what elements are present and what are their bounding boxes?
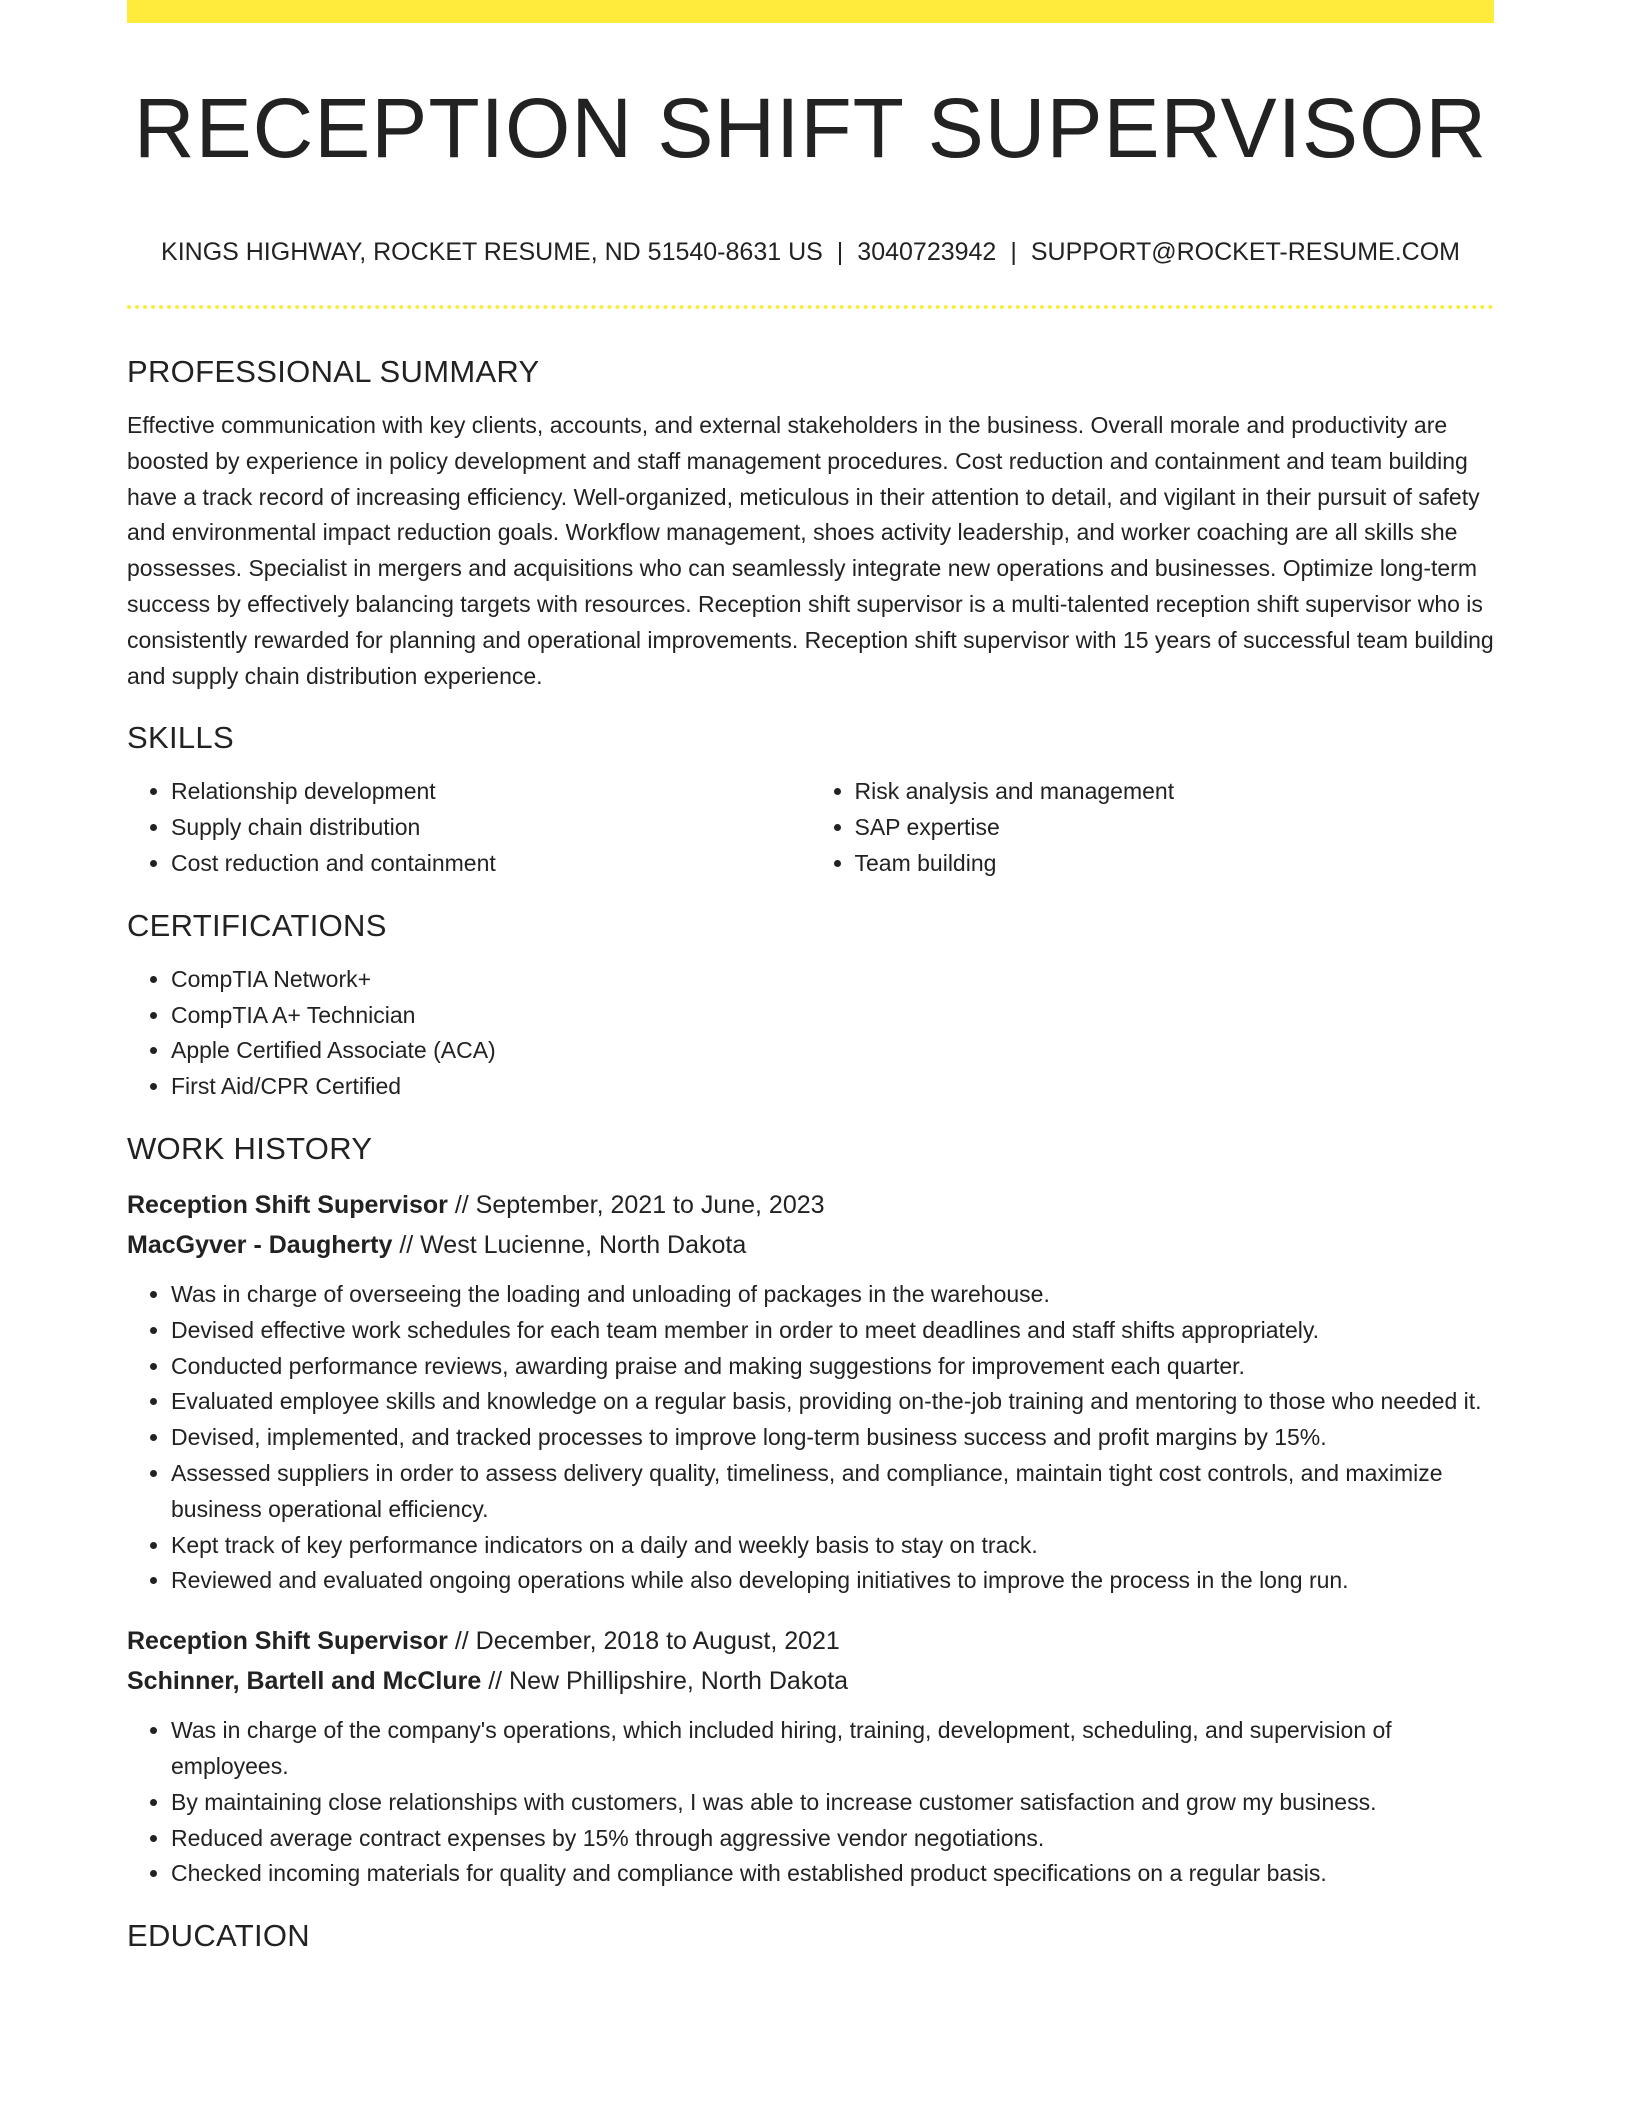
job-company-line: [127, 1225, 1494, 1265]
job-dates: // September, 2021 to June, 2023: [447, 1190, 825, 1219]
certification-item: • Apple Certified Associate (ACA): [171, 1033, 1494, 1069]
resume-content: [127, 350, 1494, 1958]
job-bullet: • Kept track of key performance indicators on a daily and weekly basis to stay on track.: [171, 1528, 1494, 1564]
job-bullet: • Checked incoming materials for quality and compliance with established product specifications on a regular basis.: [171, 1856, 1494, 1892]
education-section: [127, 1914, 1494, 1958]
job-location: // West Lucienne, North Dakota: [392, 1230, 747, 1259]
job-company: MacGyver - Daugherty: [127, 1230, 393, 1259]
skill-item: • Risk analysis and management: [855, 774, 1495, 810]
job-title-line: [127, 1185, 1494, 1225]
skill-item: • Relationship development: [171, 774, 811, 810]
job-bullet: • Was in charge of overseeing the loading and unloading of packages in the warehouse.: [171, 1277, 1494, 1313]
certifications-list: [127, 962, 1494, 1105]
job-bullet: • Conducted performance reviews, awarding praise and making suggestions for improvement each quarter.: [171, 1349, 1494, 1385]
job-bullet: • Devised, implemented, and tracked processes to improve long-term business success and profit margins by 15%.: [171, 1420, 1494, 1456]
job-bullet: • Was in charge of the company's operations, which included hiring, training, development, scheduling, and supervision of employees.: [171, 1713, 1494, 1785]
job-bullet: • Assessed suppliers in order to assess delivery quality, timeliness, and compliance, maintain tight cost controls, and maximize business operational efficiency.: [171, 1456, 1494, 1528]
job-role: Reception Shift Supervisor: [127, 1627, 448, 1656]
accent-bar: [127, 0, 1494, 23]
summary-section: [127, 350, 1494, 694]
skill-item: • Supply chain distribution: [171, 810, 811, 846]
contact-line: [127, 236, 1494, 268]
certification-item: • CompTIA A+ Technician: [171, 998, 1494, 1034]
skills-list-left: [127, 774, 811, 881]
skill-item: • SAP expertise: [855, 810, 1495, 846]
skill-item: • Cost reduction and containment: [171, 846, 811, 882]
job-role: Reception Shift Supervisor: [127, 1190, 448, 1219]
resume-name: RECEPTION SHIFT SUPERVISOR: [133, 81, 1488, 175]
skills-list-right: [811, 774, 1495, 881]
skills-grid: [127, 774, 1494, 881]
job-location: // New Phillipshire, North Dakota: [481, 1667, 849, 1696]
contact-email: SUPPORT@ROCKET-RESUME.COM: [1030, 238, 1460, 266]
certifications-section: [127, 904, 1494, 1105]
contact-phone: 3040723942: [857, 238, 997, 266]
dotted-divider: [127, 305, 1494, 309]
job-entry: [127, 1185, 1494, 1599]
contact-separator: |: [836, 238, 844, 266]
summary-heading: PROFESSIONAL SUMMARY: [127, 354, 540, 389]
contact-separator: |: [1010, 238, 1017, 266]
job-company: Schinner, Bartell and McClure: [127, 1667, 482, 1696]
contact-address: KINGS HIGHWAY, ROCKET RESUME, ND 51540-8631 US: [161, 238, 823, 266]
job-title-line: [127, 1621, 1494, 1661]
skills-section: [127, 716, 1494, 881]
certification-item: • CompTIA Network+: [171, 962, 1494, 998]
job-bullets: [127, 1713, 1494, 1892]
job-bullet: • By maintaining close relationships with customers, I was able to increase customer satisfaction and grow my business.: [171, 1785, 1494, 1821]
job-bullet: • Reviewed and evaluated ongoing operations while also developing initiatives to improve the process in the long run.: [171, 1563, 1494, 1599]
education-heading: EDUCATION: [127, 1918, 310, 1954]
job-bullets: [127, 1277, 1494, 1599]
job-entry: [127, 1621, 1494, 1892]
job-bullet: • Reduced average contract expenses by 15% through aggressive vendor negotiations.: [171, 1821, 1494, 1857]
work-history-heading: WORK HISTORY: [127, 1130, 373, 1166]
summary-text: Effective communication with key clients, accounts, and external stakeholders in the business. Overall morale and productivity are boosted by experience in policy development and staff management procedures. Cost reduction and containment and team building have a track record of increasing efficiency. Well-organized, meticulous in their attention to detail, and vigilant in their pursuit of safety and environmental impact reduction goals. Workflow management, shoes activity leadership, and worker coaching are all skills she possesses. Specialist in mergers and acquisitions who can seamlessly integrate new operations and businesses. Optimize long-term success by effectively balancing targets with resources. Reception shift supervisor is a multi-talented reception shift supervisor who is consistently rewarded for planning and operational improvements. Reception shift supervisor with 15 years of successful team building and supply chain distribution experience.: [127, 412, 1494, 689]
skill-item: • Team building: [855, 846, 1495, 882]
job-company-line: [127, 1661, 1494, 1701]
job-dates: // December, 2018 to August, 2021: [447, 1627, 840, 1656]
job-bullet: • Devised effective work schedules for each team member in order to meet deadlines and staff shifts appropriately.: [171, 1313, 1494, 1349]
job-bullet: • Evaluated employee skills and knowledge on a regular basis, providing on-the-job training and mentoring to those who needed it.: [171, 1384, 1494, 1420]
work-history-section: [127, 1127, 1494, 1892]
certification-item: • First Aid/CPR Certified: [171, 1069, 1494, 1105]
certifications-heading: CERTIFICATIONS: [127, 907, 387, 943]
skills-heading: SKILLS: [127, 720, 234, 756]
